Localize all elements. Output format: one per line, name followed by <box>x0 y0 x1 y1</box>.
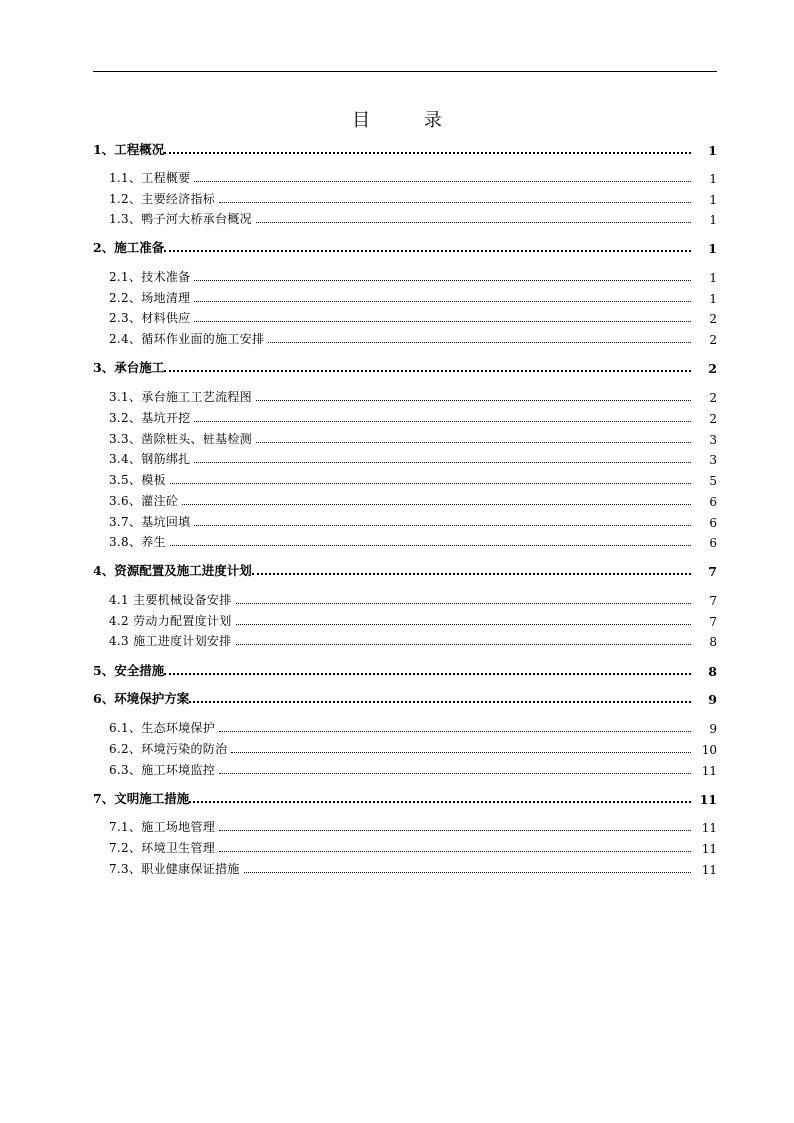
toc-entry-label: 3.5、模板 <box>109 473 166 487</box>
toc-page-number: 9 <box>709 722 717 736</box>
toc-page-number: 5 <box>709 474 717 488</box>
toc-entry-label: 1.2、主要经济指标 <box>109 192 216 206</box>
toc-dot-leader <box>256 441 691 443</box>
toc-page-number: 1 <box>709 213 717 227</box>
toc-entry-label: 7、文明施工措施 <box>93 791 190 806</box>
toc-dot-leader <box>252 572 691 575</box>
toc-section-entry[interactable] <box>93 787 717 807</box>
toc-dot-leader <box>219 730 691 732</box>
header-rule <box>93 71 717 72</box>
toc-subsection-entry[interactable] <box>93 836 717 856</box>
toc-page-number: 1 <box>709 193 717 207</box>
toc-subsection-entry[interactable] <box>93 306 717 326</box>
toc-page-number: 6 <box>709 516 717 530</box>
toc-entry-label: 3.1、承台施工工艺流程图 <box>109 390 252 404</box>
toc-page-number: 7 <box>709 615 717 629</box>
toc-subsection-entry[interactable] <box>93 447 717 467</box>
toc-page-number: 1 <box>709 292 717 306</box>
toc-subsection-entry[interactable] <box>93 510 717 530</box>
toc-entry-label: 1.3、鸭子河大桥承台概况 <box>109 212 252 226</box>
toc-page-number: 1 <box>708 143 717 158</box>
toc-page-number: 11 <box>701 764 717 778</box>
toc-subsection-entry[interactable] <box>93 265 717 285</box>
toc-dot-leader <box>219 772 691 774</box>
toc-page-number: 3 <box>709 433 717 447</box>
toc-subsection-entry[interactable] <box>93 588 717 608</box>
toc-dot-leader <box>194 461 691 463</box>
toc-page-number: 11 <box>701 821 717 835</box>
toc-dot-leader <box>170 482 691 484</box>
toc-dot-leader <box>170 544 691 546</box>
toc-entry-label: 7.3、职业健康保证措施 <box>109 862 240 876</box>
toc-page-number: 7 <box>709 594 717 608</box>
toc-page-number: 11 <box>699 792 717 807</box>
toc-subsection-entry[interactable] <box>93 815 717 835</box>
toc-page-number: 6 <box>709 495 717 509</box>
toc-subsection-entry[interactable] <box>93 737 717 757</box>
toc-dot-leader <box>194 180 691 182</box>
toc-entry-label: 4.1 主要机械设备安排 <box>109 593 232 607</box>
toc-page-number: 10 <box>701 743 717 757</box>
toc-dot-leader <box>194 524 691 526</box>
toc-entry-label: 6.1、生态环境保护 <box>109 721 216 735</box>
toc-page-number: 3 <box>709 453 717 467</box>
toc-section-entry[interactable] <box>93 356 717 376</box>
toc-entry-label: 5、安全措施 <box>93 663 165 678</box>
toc-subsection-entry[interactable] <box>93 716 717 736</box>
toc-subsection-entry[interactable] <box>93 609 717 629</box>
toc-subsection-entry[interactable] <box>93 758 717 778</box>
toc-entry-label: 3.2、基坑开挖 <box>109 411 191 425</box>
toc-entry-label: 1、工程概况 <box>93 142 165 157</box>
toc-subsection-entry[interactable] <box>93 385 717 405</box>
toc-page-number: 6 <box>709 536 717 550</box>
toc-entry-label: 3、承台施工 <box>93 360 165 375</box>
toc-entry-label: 6、环境保护方案 <box>93 691 190 706</box>
toc-entry-label: 3.4、钢筋绑扎 <box>109 452 191 466</box>
toc-dot-leader <box>236 643 692 645</box>
toc-page-number: 2 <box>709 412 717 426</box>
toc-subsection-entry[interactable] <box>93 427 717 447</box>
toc-entry-label: 6.3、施工环境监控 <box>109 763 216 777</box>
toc-page-number: 2 <box>709 312 717 326</box>
toc-page-number: 8 <box>709 635 717 649</box>
toc-entry-label: 2.2、场地清理 <box>109 291 191 305</box>
toc-subsection-entry[interactable] <box>93 857 717 877</box>
toc-subsection-entry[interactable] <box>93 629 717 649</box>
toc-dot-leader <box>194 279 691 281</box>
toc-subsection-entry[interactable] <box>93 468 717 488</box>
toc-entry-label: 3.6、灌注砼 <box>109 494 179 508</box>
toc-entry-label: 7.1、施工场地管理 <box>109 820 216 834</box>
toc-subsection-entry[interactable] <box>93 286 717 306</box>
toc-entry-label: 3.3、凿除桩头、桩基检测 <box>109 432 252 446</box>
toc-page-number: 11 <box>701 863 717 877</box>
toc-dot-leader <box>236 602 692 604</box>
toc-subsection-entry[interactable] <box>93 207 717 227</box>
toc-section-entry[interactable] <box>93 659 717 679</box>
toc-dot-leader <box>236 623 692 625</box>
toc-entry-label: 4.3 施工进度计划安排 <box>109 634 232 648</box>
toc-entry-label: 4、资源配置及施工进度计划 <box>93 563 252 578</box>
toc-page-number: 1 <box>709 172 717 186</box>
toc-dot-leader <box>189 800 691 803</box>
toc-section-entry[interactable] <box>93 687 717 707</box>
toc-dot-leader <box>219 829 691 831</box>
toc-dot-leader <box>219 201 691 203</box>
toc-page-number: 11 <box>701 842 717 856</box>
toc-entry-label: 3.8、养生 <box>109 535 166 549</box>
toc-dot-leader <box>164 672 691 675</box>
toc-dot-leader <box>231 751 691 753</box>
toc-page-number: 8 <box>708 664 717 679</box>
toc-dot-leader <box>164 151 691 154</box>
toc-entry-label: 3.7、基坑回填 <box>109 515 191 529</box>
toc-page-number: 1 <box>709 271 717 285</box>
toc-section-entry[interactable] <box>93 559 717 579</box>
toc-entry-label: 2、施工准备 <box>93 240 165 255</box>
toc-dot-leader <box>244 871 691 873</box>
toc-entry-label: 2.4、循环作业面的施工安排 <box>109 332 265 346</box>
toc-section-entry[interactable] <box>93 138 717 158</box>
toc-subsection-entry[interactable] <box>93 166 717 186</box>
toc-dot-leader <box>164 249 691 252</box>
toc-dot-leader <box>219 850 691 852</box>
toc-subsection-entry[interactable] <box>93 489 717 509</box>
toc-subsection-entry[interactable] <box>93 530 717 550</box>
toc-title: 目 录 <box>352 110 466 131</box>
toc-dot-leader <box>194 300 691 302</box>
toc-dot-leader <box>189 700 691 703</box>
toc-entry-label: 7.2、环境卫生管理 <box>109 841 216 855</box>
toc-page-number: 7 <box>708 564 717 579</box>
toc-page-number: 2 <box>708 361 717 376</box>
toc-entry-label: 1.1、工程概要 <box>109 171 191 185</box>
toc-entry-label: 2.3、材料供应 <box>109 311 191 325</box>
toc-page-number: 1 <box>708 241 717 256</box>
toc-subsection-entry[interactable] <box>93 406 717 426</box>
toc-page-number: 9 <box>708 692 717 707</box>
toc-dot-leader <box>164 369 691 372</box>
toc-dot-leader <box>256 221 691 223</box>
toc-section-entry[interactable] <box>93 236 717 256</box>
toc-dot-leader <box>256 399 691 401</box>
toc-subsection-entry[interactable] <box>93 187 717 207</box>
toc-entry-label: 6.2、环境污染的防治 <box>109 742 228 756</box>
toc-dot-leader <box>194 420 691 422</box>
toc-dot-leader <box>268 341 691 343</box>
toc-entry-label: 4.2 劳动力配置度计划 <box>109 614 232 628</box>
toc-dot-leader <box>194 320 691 322</box>
toc-subsection-entry[interactable] <box>93 327 717 347</box>
toc-entry-label: 2.1、技术准备 <box>109 270 191 284</box>
toc-page-number: 2 <box>709 333 717 347</box>
toc-page-number: 2 <box>709 391 717 405</box>
toc-dot-leader <box>182 503 691 505</box>
